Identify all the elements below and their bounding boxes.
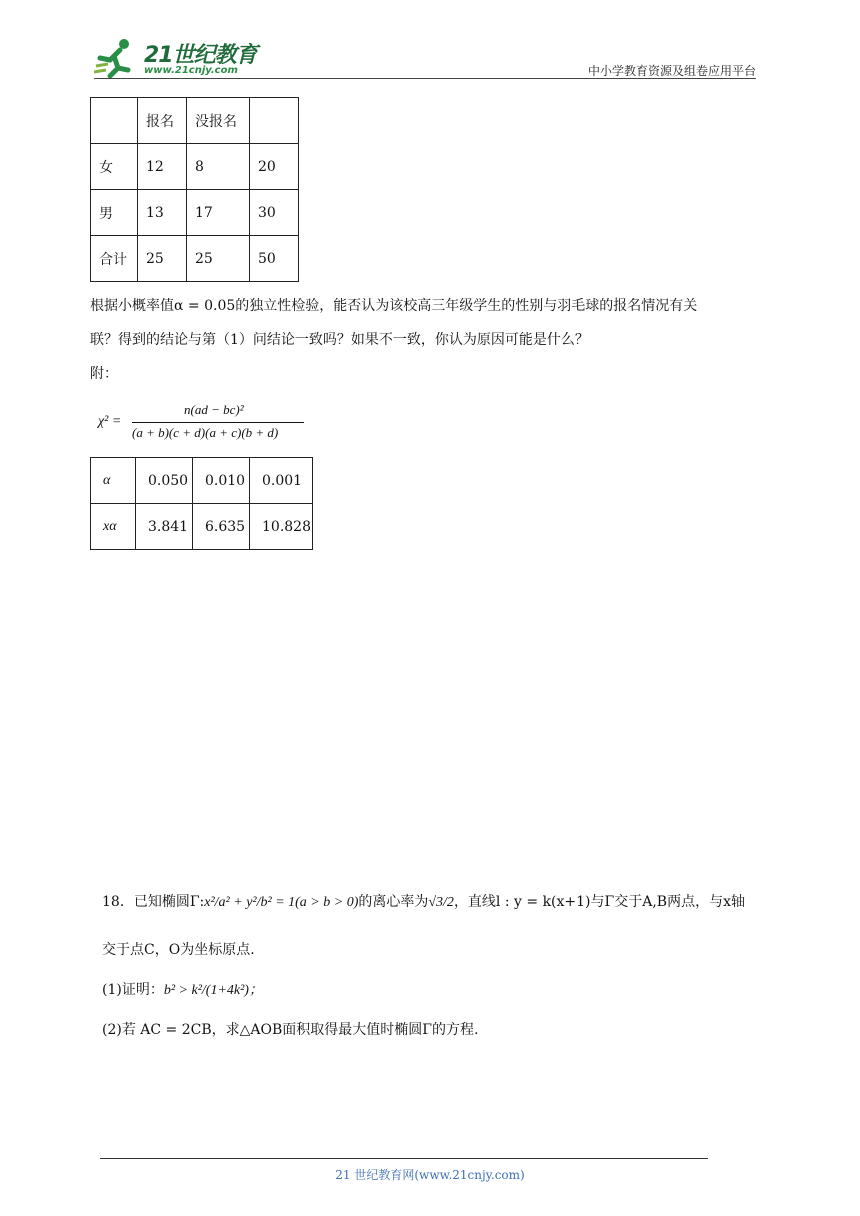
table-cell: 10.828: [250, 504, 313, 550]
table-cell: 报名: [138, 98, 187, 144]
table-cell: 25: [187, 236, 250, 282]
table-cell: [91, 98, 138, 144]
table-cell: 没报名: [187, 98, 250, 144]
critical-value-table: [90, 457, 313, 550]
q18-part1-label: (1)证明：: [102, 982, 164, 998]
q18-line-text: ，直线l : y = k(x+1)与Γ交于A,B两点，与x轴: [453, 894, 745, 910]
question18-line1: [102, 892, 745, 913]
table-row: [91, 236, 299, 282]
table-cell: 3.841: [136, 504, 193, 550]
table-cell: 30: [250, 190, 299, 236]
table-row: [91, 458, 313, 504]
table-cell: 13: [138, 190, 187, 236]
q18-part1-expression: b² > k²/(1+4k²)；: [163, 983, 263, 998]
table-cell: xα: [91, 504, 136, 550]
table-cell: 男: [91, 190, 138, 236]
table-cell: 8: [187, 144, 250, 190]
header-platform-text: 中小学教育资源及组卷应用平台: [587, 64, 756, 78]
site-logo: [94, 34, 264, 80]
table-row: [91, 144, 299, 190]
question18-line2: 交于点C，O为坐标原点.: [102, 942, 255, 958]
table-cell: 25: [138, 236, 187, 282]
footer-divider: [100, 1158, 708, 1159]
question17-line2: 联？得到的结论与第（1）问结论一致吗？如果不一致，你认为原因可能是什么？: [90, 332, 589, 348]
logo-brand-text: 21世纪教育: [144, 43, 257, 68]
table-cell: 17: [187, 190, 250, 236]
question18-part2: (2)若 AC = 2CB，求△AOB面积取得最大值时椭圆Γ的方程.: [102, 1022, 479, 1038]
runner-logo-icon: [94, 38, 138, 78]
logo-site-text: www.21cnjy.com: [144, 65, 238, 76]
header-divider: [94, 78, 756, 79]
q18-eccentricity-value: √3/2: [428, 895, 454, 910]
q18-eccentricity-label: 的离心率为: [358, 894, 429, 910]
table-row: [91, 190, 299, 236]
table-cell: 50: [250, 236, 299, 282]
table-cell: 0.010: [193, 458, 250, 504]
table-row: [91, 98, 299, 144]
table-cell: 0.001: [250, 458, 313, 504]
formula-denominator: (a + b)(c + d)(a + c)(b + d): [132, 425, 279, 440]
question18-part1: [102, 980, 263, 1001]
appendix-label: 附：: [90, 366, 118, 382]
q18-intro: 18．已知椭圆Γ:: [102, 894, 205, 910]
chi-square-formula: [98, 400, 328, 446]
formula-numerator: n(ad − bc)²: [184, 402, 244, 417]
formula-fraction-bar: [132, 422, 304, 423]
table-cell: 6.635: [193, 504, 250, 550]
formula-lhs: χ² =: [98, 414, 122, 429]
table-cell: [250, 98, 299, 144]
enrollment-table: [90, 97, 299, 282]
table-cell: 12: [138, 144, 187, 190]
table-cell: 20: [250, 144, 299, 190]
table-cell: 女: [91, 144, 138, 190]
table-row: [91, 504, 313, 550]
table-cell: 合计: [91, 236, 138, 282]
question17-line1: 根据小概率值α = 0.05的独立性检验，能否认为该校高三年级学生的性别与羽毛球的报名情况有关: [90, 298, 698, 314]
table-cell: 0.050: [136, 458, 193, 504]
table-cell: α: [91, 458, 136, 504]
q18-ellipse-equation: x²/a² + y²/b² = 1(a > b > 0): [204, 895, 359, 910]
footer-text[interactable]: 21 世纪教育网(www.21cnjy.com): [335, 1168, 525, 1182]
